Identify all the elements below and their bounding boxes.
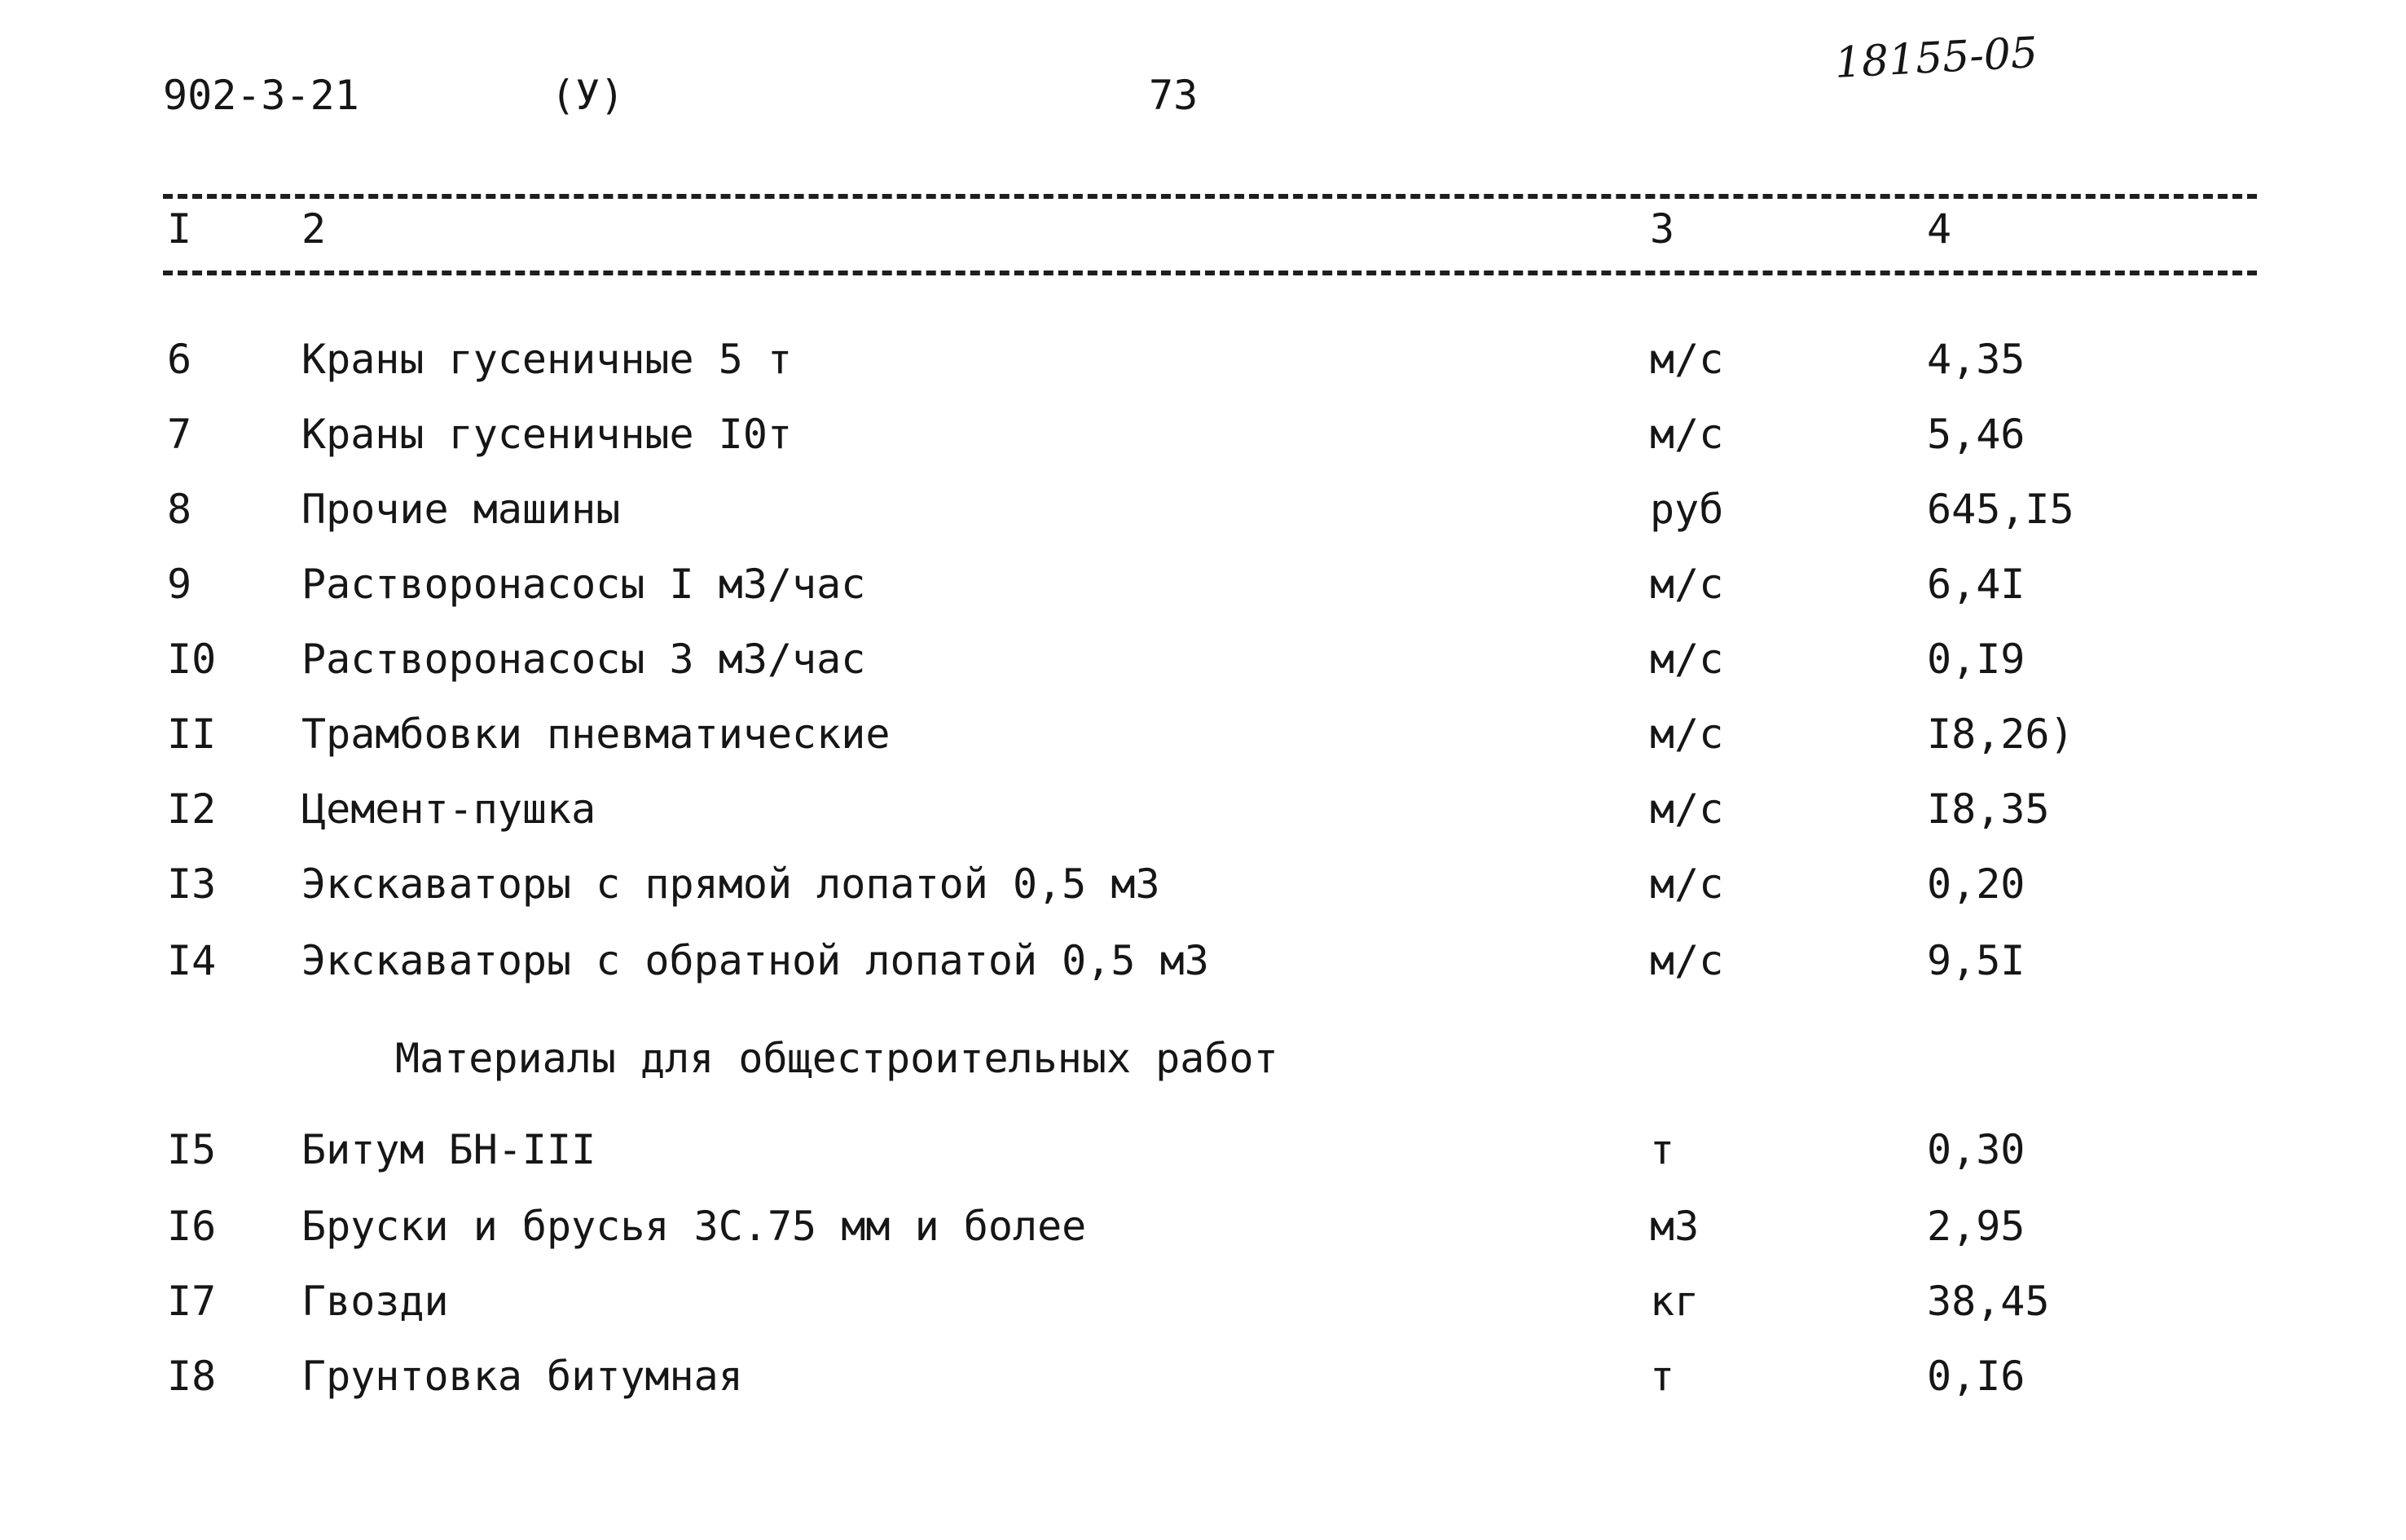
page-number: 73: [1149, 72, 1199, 119]
column-header-3: 3: [1650, 205, 1675, 253]
row-unit: м/с: [1650, 411, 1724, 458]
row-value: 38,45: [1927, 1278, 2050, 1325]
row-number: I8: [167, 1353, 217, 1400]
row-value: 0,I6: [1927, 1353, 2026, 1400]
row-number: 6: [167, 336, 192, 383]
row-value: 0,I9: [1927, 636, 2026, 683]
row-value: 2,95: [1927, 1203, 2026, 1250]
row-value: 6,4I: [1927, 561, 2026, 608]
row-unit: м3: [1650, 1203, 1700, 1250]
document-series: (У): [551, 72, 625, 119]
row-name: Трамбовки пневматические: [301, 711, 891, 758]
row-unit: м/с: [1650, 336, 1724, 383]
row-value: 9,5I: [1927, 937, 2026, 984]
column-header-4: 4: [1927, 205, 1952, 253]
row-unit: м/с: [1650, 937, 1724, 984]
row-name: Прочие машины: [301, 486, 621, 533]
row-value: 645,I5: [1927, 486, 2074, 533]
row-name: Экскаваторы с обратной лопатой 0,5 м3: [301, 937, 1209, 984]
row-number: I5: [167, 1126, 217, 1173]
row-value: 5,46: [1927, 411, 2026, 458]
row-number: I6: [167, 1203, 217, 1250]
row-unit: т: [1650, 1126, 1675, 1173]
row-number: 9: [167, 561, 192, 608]
row-name: Гвозди: [301, 1278, 449, 1325]
row-name: Растворонасосы I м3/час: [301, 561, 866, 608]
row-name: Цемент-пушка: [301, 785, 596, 833]
row-name: Растворонасосы 3 м3/час: [301, 636, 866, 683]
column-header-1: I: [167, 205, 192, 253]
row-name: Бруски и брусья 3С.75 мм и более: [301, 1203, 1087, 1250]
row-number: 7: [167, 411, 192, 458]
row-name: Грунтовка битумная: [301, 1353, 743, 1400]
row-unit: руб: [1650, 486, 1724, 533]
row-name: Краны гусеничные 5 т: [301, 336, 793, 383]
row-unit: т: [1650, 1353, 1675, 1400]
section-title: Материалы для общестроительных работ: [395, 1035, 1278, 1082]
row-number: II: [167, 711, 217, 758]
row-unit: м/с: [1650, 636, 1724, 683]
row-number: I0: [167, 636, 217, 683]
row-number: 8: [167, 486, 192, 533]
row-number: I7: [167, 1278, 217, 1325]
row-value: I8,26): [1927, 711, 2074, 758]
row-value: 4,35: [1927, 336, 2026, 383]
row-value: 0,30: [1927, 1126, 2026, 1173]
table-header-divider: [163, 271, 2257, 275]
table-top-divider: [163, 194, 2257, 199]
row-value: I8,35: [1927, 785, 2050, 833]
row-unit: м/с: [1650, 711, 1724, 758]
row-name: Экскаваторы с прямой лопатой 0,5 м3: [301, 860, 1160, 908]
column-header-2: 2: [301, 205, 327, 253]
row-value: 0,20: [1927, 860, 2026, 908]
row-number: I4: [167, 937, 217, 984]
row-unit: м/с: [1650, 561, 1724, 608]
row-number: I2: [167, 785, 217, 833]
row-number: I3: [167, 860, 217, 908]
document-code: 902-3-21: [163, 72, 359, 119]
row-name: Краны гусеничные I0т: [301, 411, 793, 458]
archive-number: 18155-05: [1833, 29, 2039, 88]
row-unit: м/с: [1650, 860, 1724, 908]
row-name: Битум БН-III: [301, 1126, 596, 1173]
row-unit: кг: [1650, 1278, 1700, 1325]
row-unit: м/с: [1650, 785, 1724, 833]
